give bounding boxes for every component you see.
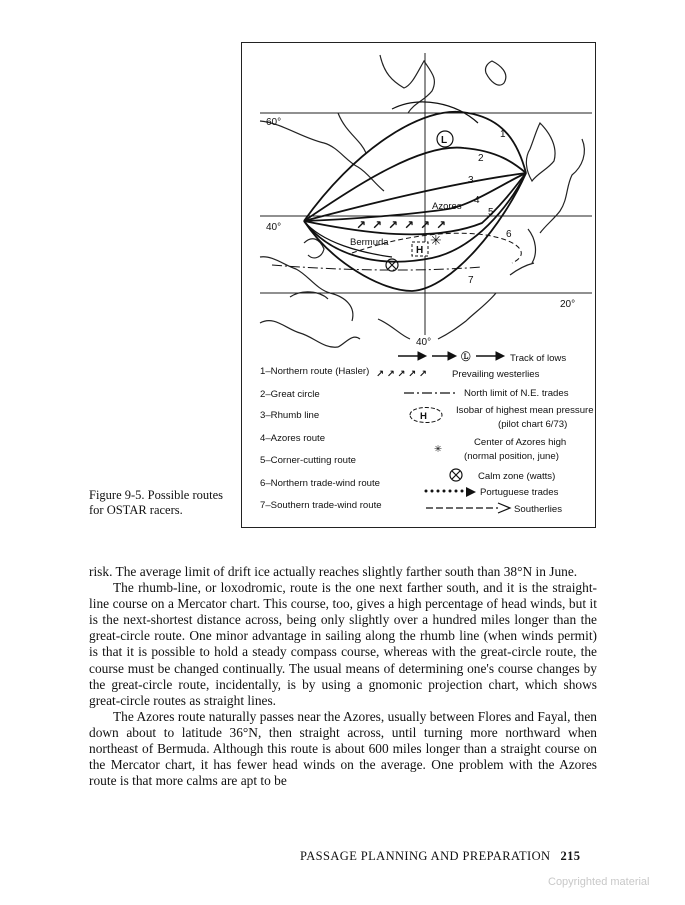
svg-text:H: H — [420, 411, 427, 422]
southerlies-symbol — [426, 503, 510, 513]
svg-text:↗: ↗ — [404, 218, 415, 232]
trades-limit-label: North limit of N.E. trades — [464, 388, 569, 399]
route-7-label: 7–Southern trade-wind route — [260, 500, 382, 511]
figure-frame — [241, 42, 596, 528]
svg-text:1: 1 — [500, 129, 506, 140]
route-2-label: 2–Great circle — [260, 389, 320, 400]
watermark: Copyrighted material — [548, 876, 650, 888]
azores-high-symbol: ✳ — [434, 444, 443, 455]
svg-text:↗: ↗ — [420, 218, 431, 232]
paragraph: The rhumb-line, or loxodromic, route is the one next farther south, and it is the straight-line course on a Mercator chart. This course, too, gives a high percentage of head winds, but it is the next-shortest distance across, being only slightly over a hundred miles longer than the great-circle route. One minor advantage in sailing along the rhumb line (when winds permit) is that it is possible to hold a steady compass course, whereas with the great-circle route, the course must be changed continually. The usual means of determining one's course changes by the great-circle route, incidentally, is by using a gnomonic projection chart, which shows great-circle routes as straight lines. — [89, 580, 597, 708]
isobar-sublabel: (pilot chart 6/73) — [498, 419, 568, 430]
lon-40-label: 40° — [416, 337, 432, 348]
route-5-label: 5–Corner-cutting route — [260, 455, 356, 466]
legend — [242, 43, 597, 529]
paragraph: risk. The average limit of drift ice actually reaches slightly farther south than 38°N in June. — [89, 564, 578, 579]
figure-caption: Figure 9-5. Possible routes for OSTAR racers. — [89, 488, 224, 517]
portuguese-trades-label: Portuguese trades — [480, 487, 559, 498]
paragraph: The Azores route naturally passes near the Azores, usually between Flores and Fayal, then down about to latitude 36°N, then straight across, until turning more northward when northeast of Bermuda. Although this route is about 600 miles longer than a straight course on the Mercator chart, it has fewer head winds on the average. One problem with the Azores route is that more calms are apt to be — [89, 708, 597, 789]
low-label: L — [441, 135, 448, 146]
svg-text:7: 7 — [468, 275, 474, 286]
svg-text:↗: ↗ — [436, 218, 447, 232]
azores-label: Azores — [432, 201, 462, 212]
svg-text:Ⓛ: Ⓛ — [461, 352, 471, 363]
svg-text:5: 5 — [488, 207, 494, 218]
calm-zone-legend-symbol — [450, 469, 462, 481]
bermuda-label: Bermuda — [350, 237, 389, 248]
svg-text:4: 4 — [474, 195, 480, 206]
page-footer — [300, 849, 580, 864]
legend-routes — [260, 366, 382, 511]
lat-60-label: 60° — [266, 117, 282, 128]
lat-20-label: 20° — [560, 299, 576, 310]
track-of-lows-label: Track of lows — [510, 353, 567, 364]
route-4-label: 4–Azores route — [260, 433, 326, 444]
track-of-lows-symbol — [398, 351, 504, 363]
high-label: H — [416, 245, 424, 256]
svg-text:↗: ↗ — [388, 218, 399, 232]
azores-high-sublabel: (normal position, june) — [464, 451, 559, 462]
isobar-label: Isobar of highest mean pressure — [456, 405, 594, 416]
running-head: PASSAGE PLANNING AND PREPARATION — [300, 849, 551, 863]
route-3-label: 3–Rhumb line — [260, 410, 320, 421]
svg-text:3: 3 — [468, 175, 474, 186]
calm-zone-label: Calm zone (watts) — [478, 471, 556, 482]
portuguese-trades-symbol — [425, 487, 477, 497]
route-1-label: 1–Northern route (Hasler) — [260, 366, 370, 377]
body-text — [89, 564, 597, 789]
page-number: 215 — [560, 849, 581, 863]
azores-high-center: ✳ — [430, 232, 442, 248]
svg-text:↗: ↗ — [372, 218, 383, 232]
svg-text:↗: ↗ — [356, 218, 367, 232]
route-6-label: 6–Northern trade-wind route — [260, 478, 380, 489]
lat-40-label: 40° — [266, 222, 282, 233]
isobar-symbol — [410, 408, 442, 423]
westerlies-symbol: ↗ ↗ ↗ ↗ ↗ — [376, 369, 427, 380]
svg-text:2: 2 — [478, 153, 484, 164]
azores-high-label: Center of Azores high — [474, 437, 567, 448]
svg-text:6: 6 — [506, 229, 512, 240]
westerlies-label: Prevailing westerlies — [452, 369, 540, 380]
southerlies-label: Southerlies — [514, 504, 562, 515]
